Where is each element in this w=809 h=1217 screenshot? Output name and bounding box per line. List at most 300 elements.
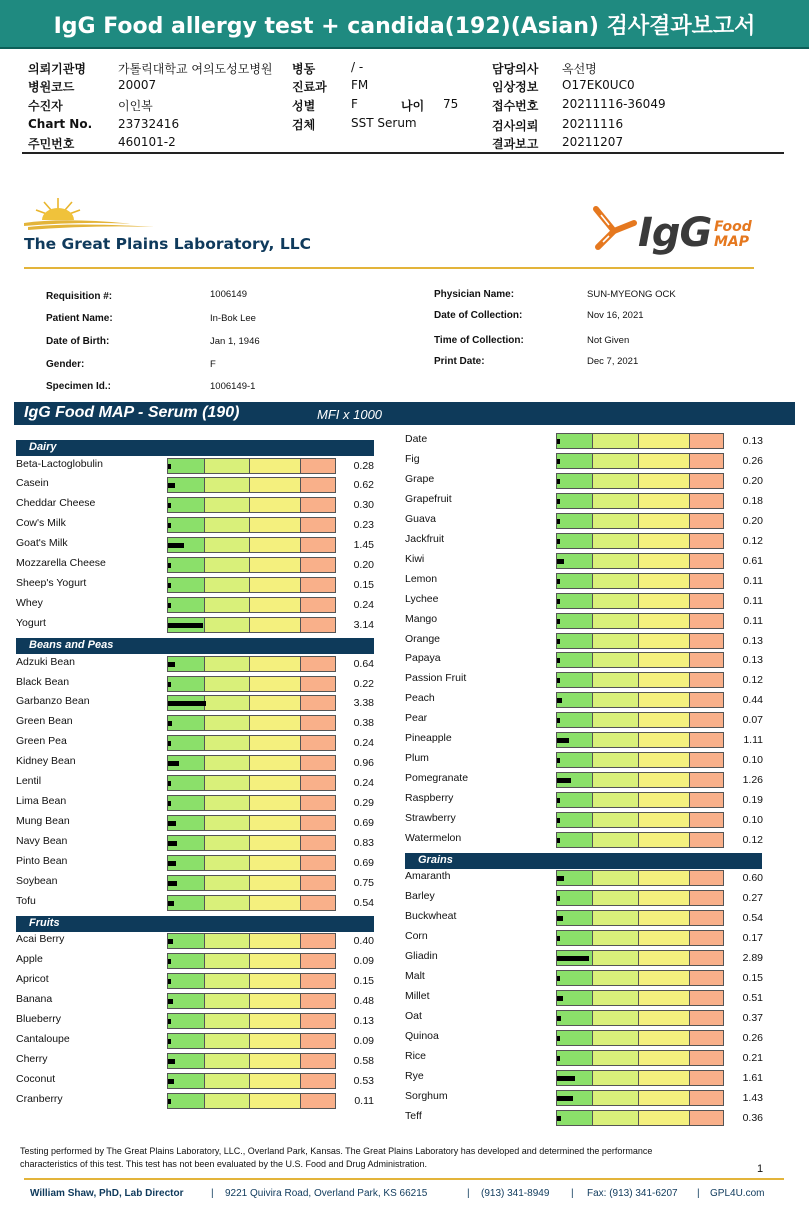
bar-zone [205,796,250,810]
result-fill [557,439,560,444]
bar-zone [593,733,638,747]
result-bar [556,832,724,848]
food-name: Buckwheat [405,910,457,922]
footer-sep: | [697,1188,700,1199]
bar-zone [593,574,638,588]
food-name: Casein [16,477,49,489]
bar-zone [301,836,335,850]
bar-zone [205,716,250,730]
bar-zone [301,677,335,691]
result-fill [168,1099,171,1104]
result-bar [556,870,724,886]
bar-zone [690,1111,723,1125]
footer-sep: | [211,1188,214,1199]
bar-zone [301,578,335,592]
result-fill [557,758,560,763]
result-bar [556,752,724,768]
bar-zone [593,474,638,488]
result-value: 0.15 [353,579,374,591]
result-fill [168,662,175,667]
bar-zone [639,793,690,807]
result-fill [168,1059,175,1064]
header-value: 460101-2 [118,135,176,149]
food-name: Peach [405,692,435,704]
result-fill [168,1019,171,1024]
food-name: Guava [405,513,436,525]
bar-zone [250,538,301,552]
bar-zone [205,816,250,830]
food-name: Pinto Bean [16,855,68,867]
result-value: 0.26 [742,455,763,467]
result-fill [168,999,173,1004]
result-bar [556,1050,724,1066]
result-fill [557,539,560,544]
result-value: 0.13 [353,1015,374,1027]
patient-info-value: F [210,359,216,370]
result-value: 0.69 [353,817,374,829]
bar-zone [593,971,638,985]
bar-zone [250,934,301,948]
bar-zone [639,971,690,985]
bar-zone [593,554,638,568]
bar-zone [593,931,638,945]
bar-zone [639,1111,690,1125]
bar-zone [557,1111,593,1125]
result-value: 0.12 [742,834,763,846]
header-gold-divider [24,267,754,269]
bar-zone [593,1111,638,1125]
bar-zone [205,856,250,870]
result-bar [556,910,724,926]
bar-zone [168,1014,205,1028]
food-name: Rye [405,1070,424,1082]
bar-zone [690,911,723,925]
result-bar [556,533,724,549]
result-bar [167,973,336,989]
food-name: Coconut [16,1073,56,1085]
bar-zone [205,1054,250,1068]
header-label: 검사의뢰 [492,119,539,133]
bar-zone [593,813,638,827]
bar-zone [301,934,335,948]
result-value: 0.27 [742,892,763,904]
result-value: 0.10 [742,754,763,766]
bar-zone [639,713,690,727]
bar-zone [301,538,335,552]
food-name: Soybean [16,875,58,887]
bar-zone [250,1014,301,1028]
food-name: Amaranth [405,870,451,882]
result-value: 0.11 [743,575,763,587]
result-value: 3.14 [353,619,374,631]
bar-zone [690,931,723,945]
food-name: Mozzarella Cheese [16,557,106,569]
result-bar [167,1033,336,1049]
bar-zone [250,876,301,890]
result-fill [557,718,560,723]
bar-zone [639,951,690,965]
result-value: 0.40 [353,935,374,947]
bar-zone [205,954,250,968]
bar-zone [301,776,335,790]
bar-zone [593,494,638,508]
result-bar [167,815,336,831]
bar-zone [690,634,723,648]
result-value: 0.48 [353,995,374,1007]
category-label: Beans and Peas [29,639,114,652]
result-fill [168,523,171,528]
result-bar [556,593,724,609]
result-value: 0.44 [742,694,763,706]
result-fill [557,876,564,881]
patient-info-label: Requisition #: [46,291,113,302]
bar-zone [301,1014,335,1028]
result-value: 0.20 [742,515,763,527]
food-name: Green Bean [16,715,73,727]
bar-zone [168,1094,205,1108]
header-value: 20211207 [562,135,624,149]
result-fill [557,976,560,981]
bar-zone [690,991,723,1005]
result-bar [556,473,724,489]
food-name: Kiwi [405,553,425,565]
category-header [16,916,374,932]
food-name: Oat [405,1010,422,1022]
result-fill [557,658,560,663]
bar-zone [205,518,250,532]
bar-zone [205,459,250,473]
bar-zone [250,498,301,512]
category-label: Fruits [29,916,60,929]
result-value: 0.61 [742,555,763,567]
result-bar [167,875,336,891]
footer-director: William Shaw, PhD, Lab Director [30,1188,184,1199]
bar-zone [593,891,638,905]
bar-zone [205,618,250,632]
bar-zone [690,1011,723,1025]
bar-zone [205,994,250,1008]
result-fill [557,619,560,624]
result-value: 1.61 [742,1072,763,1084]
result-fill [557,599,560,604]
bar-zone [639,813,690,827]
bar-zone [593,911,638,925]
result-value: 0.69 [353,857,374,869]
bar-zone [205,578,250,592]
result-value: 0.24 [353,599,374,611]
result-bar [556,672,724,688]
bar-zone [690,891,723,905]
bar-zone [168,498,205,512]
result-fill [168,623,203,628]
bar-zone [205,498,250,512]
food-name: Date [405,433,428,445]
food-name: Pineapple [405,732,452,744]
bar-zone [593,951,638,965]
result-fill [557,1096,573,1101]
food-name: Cranberry [16,1093,63,1105]
bar-zone [690,574,723,588]
bar-zone [593,833,638,847]
bar-zone [593,753,638,767]
bar-zone [250,459,301,473]
bar-zone [301,1094,335,1108]
bar-zone [690,733,723,747]
result-fill [557,936,560,941]
food-name: Kidney Bean [16,755,76,767]
patient-info-value: Not Given [587,335,630,346]
bar-zone [250,1074,301,1088]
bar-zone [301,856,335,870]
bar-zone [250,677,301,691]
bar-zone [250,1054,301,1068]
result-bar [556,792,724,808]
result-fill [168,483,175,488]
result-bar [556,433,724,449]
bar-zone [557,833,593,847]
result-bar [556,1070,724,1086]
bar-zone [557,753,593,767]
food-name: Pear [405,712,428,724]
bar-zone [168,677,205,691]
footer-phone: (913) 341-8949 [481,1188,550,1199]
result-fill [557,579,560,584]
patient-info-label: Gender: [46,359,85,370]
result-fill [168,901,174,906]
food-name: Apple [16,953,43,965]
patient-info-label: Date of Collection: [434,310,523,321]
patient-info-value: SUN-MYEONG OCK [587,289,676,300]
category-header [405,853,762,869]
result-fill [557,838,560,843]
result-value: 0.75 [353,877,374,889]
result-value: 0.29 [353,797,374,809]
bar-zone [250,716,301,730]
bar-zone [690,1091,723,1105]
result-fill [168,1039,171,1044]
food-name: Mango [405,613,438,625]
bar-zone [690,554,723,568]
bar-zone [301,736,335,750]
result-bar [556,633,724,649]
header-value: SST Serum [351,116,417,130]
result-value: 0.15 [353,975,374,987]
bar-zone [593,634,638,648]
result-value: 2.89 [742,952,763,964]
header-value: 23732416 [118,117,180,131]
bar-zone [593,673,638,687]
food-name: Watermelon [405,832,462,844]
bar-zone [639,653,690,667]
result-value: 0.15 [742,972,763,984]
result-bar [167,537,336,553]
bar-zone [690,1031,723,1045]
food-name: Mung Bean [16,815,70,827]
result-fill [168,563,171,568]
result-bar [556,1090,724,1106]
result-value: 0.09 [353,955,374,967]
sun-logo-icon [24,196,164,236]
result-bar [556,812,724,828]
food-name: Orange [405,633,441,645]
bar-zone [557,673,593,687]
bar-zone [593,713,638,727]
bar-zone [301,796,335,810]
bar-zone [557,594,593,608]
bar-zone [301,1054,335,1068]
bar-zone [639,1011,690,1025]
bar-zone [690,773,723,787]
bar-zone [690,793,723,807]
result-value: 0.58 [353,1055,374,1067]
result-fill [557,559,564,564]
result-bar [167,1073,336,1089]
bar-zone [301,558,335,572]
result-bar [167,458,336,474]
bar-zone [557,494,593,508]
result-value: 0.30 [353,499,374,511]
bar-zone [250,478,301,492]
result-bar [167,855,336,871]
bar-zone [639,1091,690,1105]
header-value: 20211116-36049 [562,97,666,111]
bar-zone [250,836,301,850]
food-name: Whey [16,597,43,609]
food-name: Lychee [405,593,439,605]
food-name: Papaya [405,652,441,664]
bar-zone [557,514,593,528]
bar-zone [301,657,335,671]
bar-zone [250,696,301,710]
food-name: Sheep's Yogurt [16,577,87,589]
bar-zone [639,753,690,767]
result-value: 1.43 [742,1092,763,1104]
header-value: 옥선명 [562,62,597,76]
food-name: Malt [405,970,425,982]
bar-zone [250,974,301,988]
food-name: Corn [405,930,428,942]
result-fill [168,881,177,886]
result-fill [168,701,206,706]
result-value: 0.13 [742,635,763,647]
result-bar [556,1010,724,1026]
result-fill [168,583,171,588]
igg-logo-food: Food [714,219,752,235]
result-bar [556,930,724,946]
bar-zone [250,657,301,671]
bar-zone [557,793,593,807]
bar-zone [250,756,301,770]
result-value: 0.12 [742,674,763,686]
category-header [16,440,374,456]
bar-zone [557,1011,593,1025]
bar-zone [301,716,335,730]
food-name: Plum [405,752,429,764]
result-bar [556,692,724,708]
bar-zone [168,994,205,1008]
bar-zone [250,816,301,830]
header-label: 접수번호 [492,99,539,113]
result-fill [168,543,184,548]
bar-zone [593,871,638,885]
result-value: 0.60 [742,872,763,884]
bar-zone [639,574,690,588]
bar-zone [205,736,250,750]
result-value: 0.10 [742,814,763,826]
bar-zone [593,454,638,468]
bar-zone [250,994,301,1008]
food-name: Cow's Milk [16,517,66,529]
bar-zone [690,514,723,528]
result-fill [168,603,171,608]
result-value: 0.54 [742,912,763,924]
patient-info-label: Patient Name: [46,313,113,324]
header-value: 가톨릭대학교 여의도성모병원 [118,62,273,76]
bar-zone [205,478,250,492]
bar-zone [557,1051,593,1065]
panel-unit: MFI x 1000 [317,407,383,422]
result-value: 0.96 [353,757,374,769]
report-title: IgG Food allergy test + candida(192)(Asian) 검사결과보고서 [53,14,756,39]
result-value: 0.18 [742,495,763,507]
lab-name: The Great Plains Laboratory, LLC [24,235,311,253]
bar-zone [301,1034,335,1048]
food-name: Grape [405,473,435,485]
bar-zone [593,693,638,707]
bar-zone [205,756,250,770]
bar-zone [690,534,723,548]
food-name: Yogurt [16,617,46,629]
food-name: Beta-Lactoglobulin [16,458,103,470]
bar-zone [250,598,301,612]
food-name: Lima Bean [16,795,67,807]
bar-zone [168,796,205,810]
bar-zone [557,891,593,905]
bar-zone [557,1031,593,1045]
food-name: Tofu [16,895,36,907]
food-name: Passion Fruit [405,672,467,684]
food-name: Jackfruit [405,533,445,545]
header-value: O17EK0UC0 [562,78,635,92]
header-value: 20211116 [562,117,624,131]
result-fill [557,479,560,484]
bar-zone [639,494,690,508]
result-value: 0.23 [353,519,374,531]
result-bar [167,1013,336,1029]
bar-zone [593,434,638,448]
result-fill [557,778,571,783]
patient-info-label: Print Date: [434,356,485,367]
food-name: Strawberry [405,812,456,824]
result-fill [168,503,171,508]
bar-zone [690,454,723,468]
patient-info-label: Physician Name: [434,289,515,300]
food-name: Acai Berry [16,933,65,945]
bar-zone [557,474,593,488]
bar-zone [639,454,690,468]
result-fill [557,996,563,1001]
bar-zone [205,677,250,691]
result-fill [168,1079,174,1084]
food-name: Gliadin [405,950,438,962]
result-bar [167,517,336,533]
bar-zone [639,1051,690,1065]
bar-zone [205,657,250,671]
food-name: Navy Bean [16,835,68,847]
bar-zone [593,1091,638,1105]
result-value: 0.13 [742,435,763,447]
bar-zone [639,991,690,1005]
